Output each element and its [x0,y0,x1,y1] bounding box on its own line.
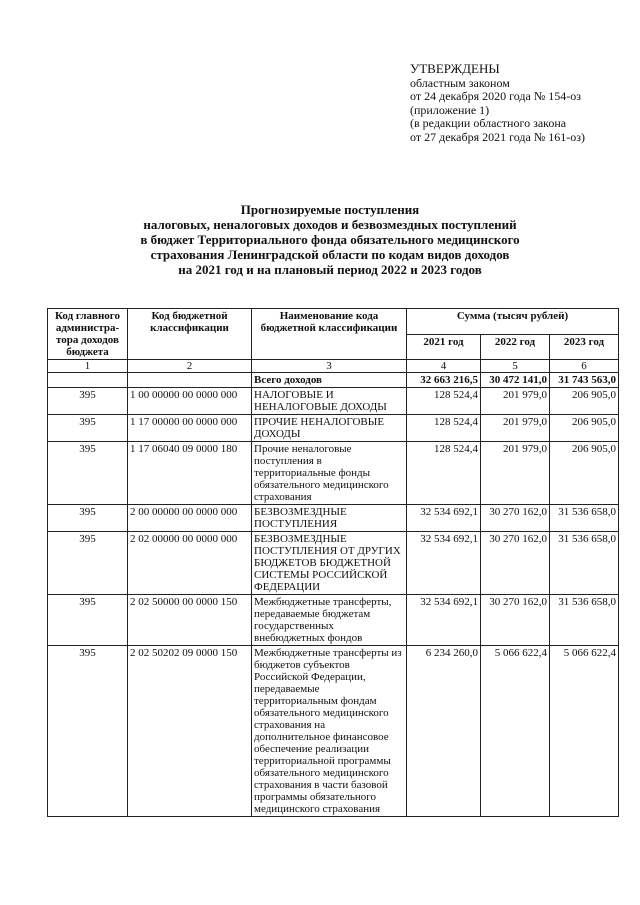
sum-2022-cell: 30 270 162,0 [481,595,550,646]
column-number: 4 [407,360,481,373]
document-title [40,202,620,277]
table-row [48,505,619,532]
sum-2022-cell: 201 979,0 [481,388,550,415]
name-cell: ПРОЧИЕ НЕНАЛОГОВЫЕ ДОХОДЫ [252,415,407,442]
table-row [48,646,619,817]
table-header-row [48,309,619,335]
sum-2021-cell: 32 534 692,1 [407,532,481,595]
sum-2021-cell: 6 234 260,0 [407,646,481,817]
budget-code-cell: 2 02 50000 00 0000 150 [128,595,252,646]
budget-code-cell: 1 17 00000 00 0000 000 [128,415,252,442]
sum-2022-cell: 5 066 622,4 [481,646,550,817]
sum-2023-cell: 206 905,0 [550,442,619,505]
column-number: 2 [128,360,252,373]
name-cell: БЕЗВОЗМЕЗДНЫЕ ПОСТУПЛЕНИЯ [252,505,407,532]
title-line: страхования Ленинградской области по кодам видов доходов [150,247,510,262]
header-budget-code: Код бюджетной классификации [128,309,252,360]
budget-code-cell: 1 00 00000 00 0000 000 [128,388,252,415]
sum-2021-cell: 128 524,4 [407,415,481,442]
total-2023: 31 743 563,0 [550,373,619,388]
admin-code-cell: 395 [48,595,128,646]
admin-code-cell: 395 [48,532,128,595]
budget-code-cell: 2 02 00000 00 0000 000 [128,532,252,595]
approval-stamp [410,62,630,144]
column-number: 6 [550,360,619,373]
table-row [48,532,619,595]
revenue-table [47,308,619,817]
admin-code-cell: 395 [48,442,128,505]
name-cell: Межбюджетные трансферты, передаваемые бюджетам государственных внебюджетных фондов [252,595,407,646]
approval-line: от 27 декабря 2021 года № 161-оз) [410,129,586,144]
total-2022: 30 472 141,0 [481,373,550,388]
sum-2023-cell: 206 905,0 [550,388,619,415]
header-admin-code: Код главного администра-тора доходов бюджета [48,309,128,360]
admin-code-cell: 395 [48,388,128,415]
title-line: Прогнозируемые поступления [240,202,420,217]
header-name: Наименование кода бюджетной классификации [252,309,407,360]
admin-code-cell: 395 [48,505,128,532]
title-line: в бюджет Территориального фонда обязательного медицинского [140,232,520,247]
table-row [48,388,619,415]
sum-2021-cell: 32 534 692,1 [407,595,481,646]
sum-2023-cell: 5 066 622,4 [550,646,619,817]
column-number: 3 [252,360,407,373]
table-row [48,595,619,646]
table-body [48,388,619,817]
table-row [48,415,619,442]
sum-2023-cell: 31 536 658,0 [550,505,619,532]
budget-code-cell: 2 00 00000 00 0000 000 [128,505,252,532]
column-number: 1 [48,360,128,373]
sum-2021-cell: 32 534 692,1 [407,505,481,532]
column-number: 5 [481,360,550,373]
name-cell: Межбюджетные трансферты из бюджетов субъектов Российской Федерации, передаваемые территориальным фондам обязательного медицинского страхования на дополнительное финансовое обеспечение реализации территориальной программы обязательного медицинского страхования в части базовой программы обязательного медицинского страхования [252,646,407,817]
admin-code-cell: 395 [48,646,128,817]
sum-2023-cell: 31 536 658,0 [550,532,619,595]
approval-line: областным законом [410,75,510,90]
admin-code-cell: 395 [48,415,128,442]
name-cell: НАЛОГОВЫЕ И НЕНАЛОГОВЫЕ ДОХОДЫ [252,388,407,415]
total-2021: 32 663 216,5 [407,373,481,388]
title-line: налоговых, неналоговых доходов и безвозмездных поступлений [143,217,517,232]
sum-2022-cell: 201 979,0 [481,442,550,505]
sum-2023-cell: 31 536 658,0 [550,595,619,646]
approval-header: УТВЕРЖДЕНЫ [410,61,500,76]
header-2023: 2023 год [550,334,619,360]
sum-2021-cell: 128 524,4 [407,442,481,505]
budget-code-cell: 2 02 50202 09 0000 150 [128,646,252,817]
approval-line: (в редакции областного закона [410,116,567,130]
total-label: Всего доходов [252,373,407,388]
approval-line: от 24 декабря 2020 года № 154-оз [410,89,582,103]
header-2022: 2022 год [481,334,550,360]
table-row [48,442,619,505]
sum-2022-cell: 30 270 162,0 [481,505,550,532]
header-2021: 2021 год [407,334,481,360]
sum-2021-cell: 128 524,4 [407,388,481,415]
header-sum: Сумма (тысяч рублей) [407,309,619,335]
title-line: на 2021 год и на плановый период 2022 и 2023 годов [178,262,482,277]
sum-2022-cell: 201 979,0 [481,415,550,442]
sum-2022-cell: 30 270 162,0 [481,532,550,595]
sum-2023-cell: 206 905,0 [550,415,619,442]
total-row [48,373,619,388]
budget-code-cell: 1 17 06040 09 0000 180 [128,442,252,505]
name-cell: БЕЗВОЗМЕЗДНЫЕ ПОСТУПЛЕНИЯ ОТ ДРУГИХ БЮДЖЕТОВ БЮДЖЕТНОЙ СИСТЕМЫ РОССИЙСКОЙ ФЕДЕРАЦИИ [252,532,407,595]
approval-line: (приложение 1) [410,102,490,117]
name-cell: Прочие неналоговые поступления в территориальные фонды обязательного медицинского страхования [252,442,407,505]
column-number-row [48,360,619,373]
